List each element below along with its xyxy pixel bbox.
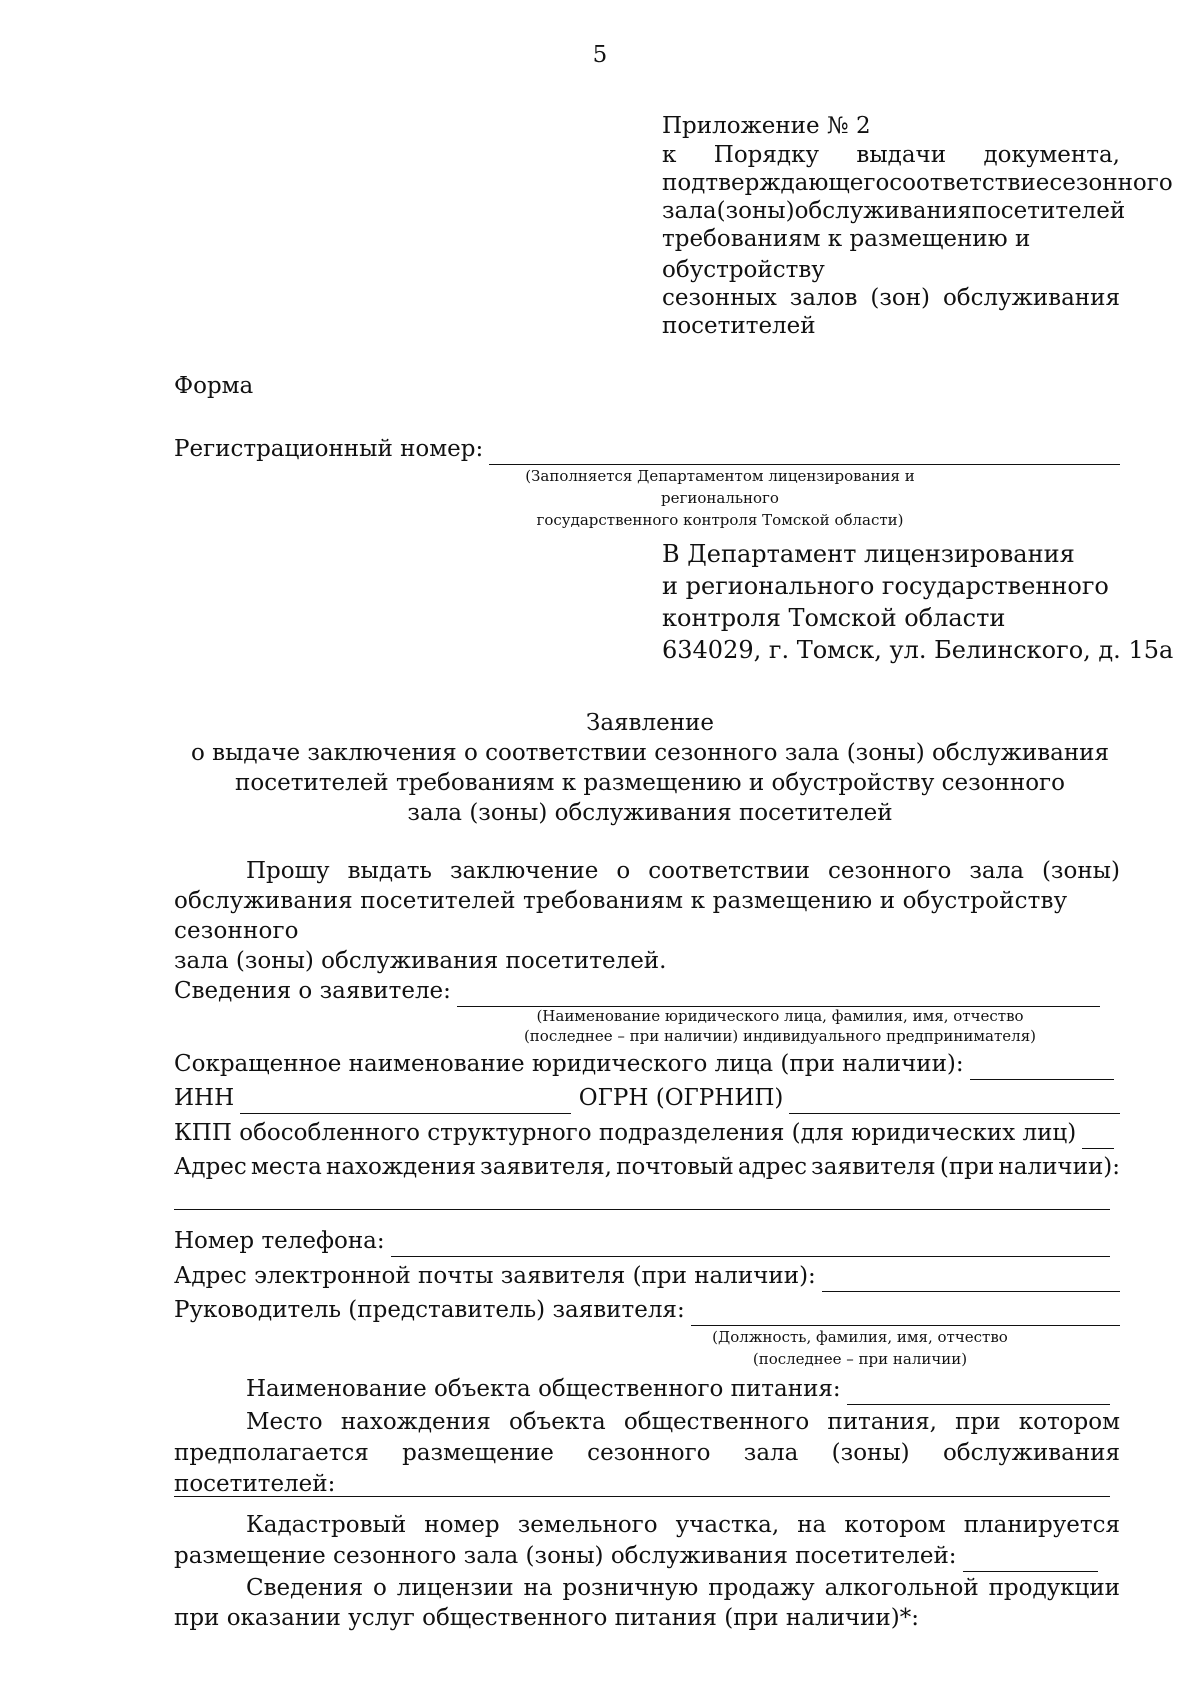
applicant-hint xyxy=(500,1006,1060,1046)
addressee-block xyxy=(662,538,1173,666)
word: (зоны) xyxy=(1041,858,1120,884)
word: места xyxy=(250,1154,322,1180)
document-heading xyxy=(150,708,1150,828)
appendix-line-5 xyxy=(662,283,1120,314)
location-field[interactable] xyxy=(174,1495,1110,1497)
word: к xyxy=(662,142,677,168)
word: выдать xyxy=(347,858,432,884)
word: общественного xyxy=(623,1409,810,1435)
page-number: 5 xyxy=(592,42,608,68)
word: документа, xyxy=(983,142,1120,168)
word: котором xyxy=(1018,1409,1120,1435)
heading-line: о выдаче заключения о соответствии сезонного зала (зоны) обслуживания xyxy=(190,740,1110,766)
word: заявителя xyxy=(811,1154,936,1180)
cadastral-label: размещение сезонного зала (зоны) обслуживания посетителей: xyxy=(174,1543,957,1569)
word: сезонного xyxy=(1049,170,1173,196)
word: Место xyxy=(246,1409,323,1435)
appendix-title: Приложение № 2 xyxy=(662,113,871,139)
inn-label: ИНН xyxy=(174,1085,235,1111)
reg-number-label: Регистрационный номер: xyxy=(174,436,484,462)
word: розничную xyxy=(562,1575,699,1601)
kpp-label: КПП обособленного структурного подразделения (для юридических лиц) xyxy=(174,1120,1077,1146)
word: посетителей xyxy=(971,198,1126,224)
word: подтверждающего xyxy=(662,170,890,196)
word: объекта xyxy=(508,1409,606,1435)
word: котором xyxy=(844,1512,946,1538)
head-row xyxy=(174,1295,1120,1326)
appendix-line-6: посетителей xyxy=(662,313,816,339)
addressee-line: контроля Томской области xyxy=(662,604,1006,632)
word: соответствие xyxy=(889,170,1050,196)
request-line-3: зала (зоны) обслуживания посетителей. xyxy=(174,948,667,974)
word: Сведения xyxy=(246,1575,364,1601)
reg-number-hint xyxy=(470,465,970,531)
object-name-field[interactable] xyxy=(847,1384,1110,1405)
object-name-row xyxy=(246,1374,1110,1405)
word: продукции xyxy=(988,1575,1120,1601)
hint-line: государственного контроля Томской области) xyxy=(536,511,904,529)
object-name-label: Наименование объекта общественного питания: xyxy=(246,1376,841,1402)
word: сезонных xyxy=(662,285,777,311)
word: (зон) xyxy=(870,285,931,311)
address-field[interactable] xyxy=(174,1208,1110,1210)
cadastral-field[interactable] xyxy=(963,1551,1098,1572)
word: (при xyxy=(939,1154,995,1180)
word: номер xyxy=(424,1512,500,1538)
heading-line: зала (зоны) обслуживания посетителей xyxy=(407,800,893,826)
word: зала xyxy=(969,858,1024,884)
word: соответствии xyxy=(648,858,811,884)
word: Кадастровый xyxy=(246,1512,407,1538)
hint-line: (Должность, фамилия, имя, отчество xyxy=(712,1328,1008,1346)
word: Прошу xyxy=(246,858,330,884)
email-field[interactable] xyxy=(822,1271,1120,1292)
request-line-2: обслуживания посетителей требованиям к размещению и обустройству сезонного xyxy=(174,888,1068,944)
location-line-2: предполагается размещение сезонного зала (зоны) обслуживания посетителей: xyxy=(174,1440,1120,1497)
word: планируется xyxy=(963,1512,1120,1538)
word: на xyxy=(797,1512,827,1538)
phone-field[interactable] xyxy=(391,1236,1110,1257)
form-label: Форма xyxy=(174,373,254,399)
hint-line: (Наименование юридического лица, фамилия, имя, отчество xyxy=(536,1007,1024,1025)
word: участка, xyxy=(675,1512,780,1538)
short-name-field[interactable] xyxy=(970,1059,1114,1080)
hint-line: (Заполняется Департаментом лицензирования и регионального xyxy=(525,467,915,507)
license-line-2: при оказании услуг общественного питания (при наличии)*: xyxy=(174,1605,919,1631)
ogrn-field[interactable] xyxy=(789,1093,1120,1114)
short-name-label: Сокращенное наименование юридического лица (при наличии): xyxy=(174,1051,964,1077)
word: земельного xyxy=(517,1512,658,1538)
heading-title: Заявление xyxy=(586,710,714,736)
addressee-line: 634029, г. Томск, ул. Белинского, д. 15а xyxy=(662,636,1174,664)
word: питания, xyxy=(827,1409,937,1435)
word: о xyxy=(373,1575,387,1601)
appendix-block xyxy=(662,111,1173,342)
applicant-row xyxy=(174,976,1100,1007)
phone-label: Номер телефона: xyxy=(174,1228,385,1254)
word: алкогольной xyxy=(824,1575,979,1601)
word: обслуживания xyxy=(942,285,1120,311)
word: зала xyxy=(662,198,717,224)
email-label: Адрес электронной почты заявителя (при наличии): xyxy=(174,1263,816,1289)
appendix-line-2 xyxy=(662,168,1173,199)
head-field[interactable] xyxy=(691,1305,1120,1326)
word: на xyxy=(523,1575,553,1601)
ogrn-label: ОГРН (ОГРНИП) xyxy=(578,1085,784,1111)
applicant-field[interactable] xyxy=(457,986,1100,1007)
word: залов xyxy=(789,285,858,311)
word: о xyxy=(616,858,631,884)
reg-number-field[interactable] xyxy=(489,444,1120,465)
reg-number-row xyxy=(174,434,1120,465)
kpp-row xyxy=(174,1118,1114,1149)
word: адрес xyxy=(737,1154,807,1180)
hint-line: (последнее – при наличии) индивидуального предпринимателя) xyxy=(523,1027,1037,1045)
phone-row xyxy=(174,1226,1110,1257)
word: лицензии xyxy=(396,1575,514,1601)
word: Порядку xyxy=(713,142,819,168)
license-line-1 xyxy=(246,1573,1120,1604)
hint-line: (последнее – при наличии) xyxy=(752,1350,968,1368)
word: Адрес xyxy=(174,1154,247,1180)
head-label: Руководитель (представитель) заявителя: xyxy=(174,1297,685,1323)
addressee-line: и регионального государственного xyxy=(662,572,1109,600)
appendix-line-3 xyxy=(662,196,1126,227)
short-name-row xyxy=(174,1049,1114,1080)
head-hint xyxy=(700,1326,1020,1370)
heading-line: посетителей требованиям к размещению и обустройству сезонного xyxy=(235,770,1065,796)
word: нахождения xyxy=(326,1154,476,1180)
request-paragraph xyxy=(174,856,1120,976)
word: обслуживания xyxy=(794,198,972,224)
kpp-field[interactable] xyxy=(1082,1128,1114,1149)
word: нахождения xyxy=(340,1409,491,1435)
word: продажу xyxy=(708,1575,815,1601)
location-line-1 xyxy=(246,1407,1120,1438)
word: заявителя, xyxy=(480,1154,612,1180)
cadastral-row xyxy=(174,1541,1098,1572)
appendix-line-4: требованиям к размещению и обустройству xyxy=(662,226,1031,283)
address-row xyxy=(174,1152,1120,1183)
word: заключение xyxy=(449,858,599,884)
addressee-line: В Департамент лицензирования xyxy=(662,540,1075,568)
word: сезонного xyxy=(828,858,952,884)
cadastral-line-1 xyxy=(246,1510,1120,1541)
applicant-label: Сведения о заявителе: xyxy=(174,978,451,1004)
request-line-1 xyxy=(174,856,1120,886)
email-row xyxy=(174,1261,1120,1292)
word: наличии): xyxy=(998,1154,1120,1180)
appendix-line-1 xyxy=(662,140,1120,171)
word: при xyxy=(955,1409,1001,1435)
inn-ogrn-row xyxy=(174,1083,1120,1114)
word: (зоны) xyxy=(716,198,795,224)
inn-field[interactable] xyxy=(240,1093,571,1114)
word: выдачи xyxy=(856,142,947,168)
word: почтовый xyxy=(616,1154,734,1180)
